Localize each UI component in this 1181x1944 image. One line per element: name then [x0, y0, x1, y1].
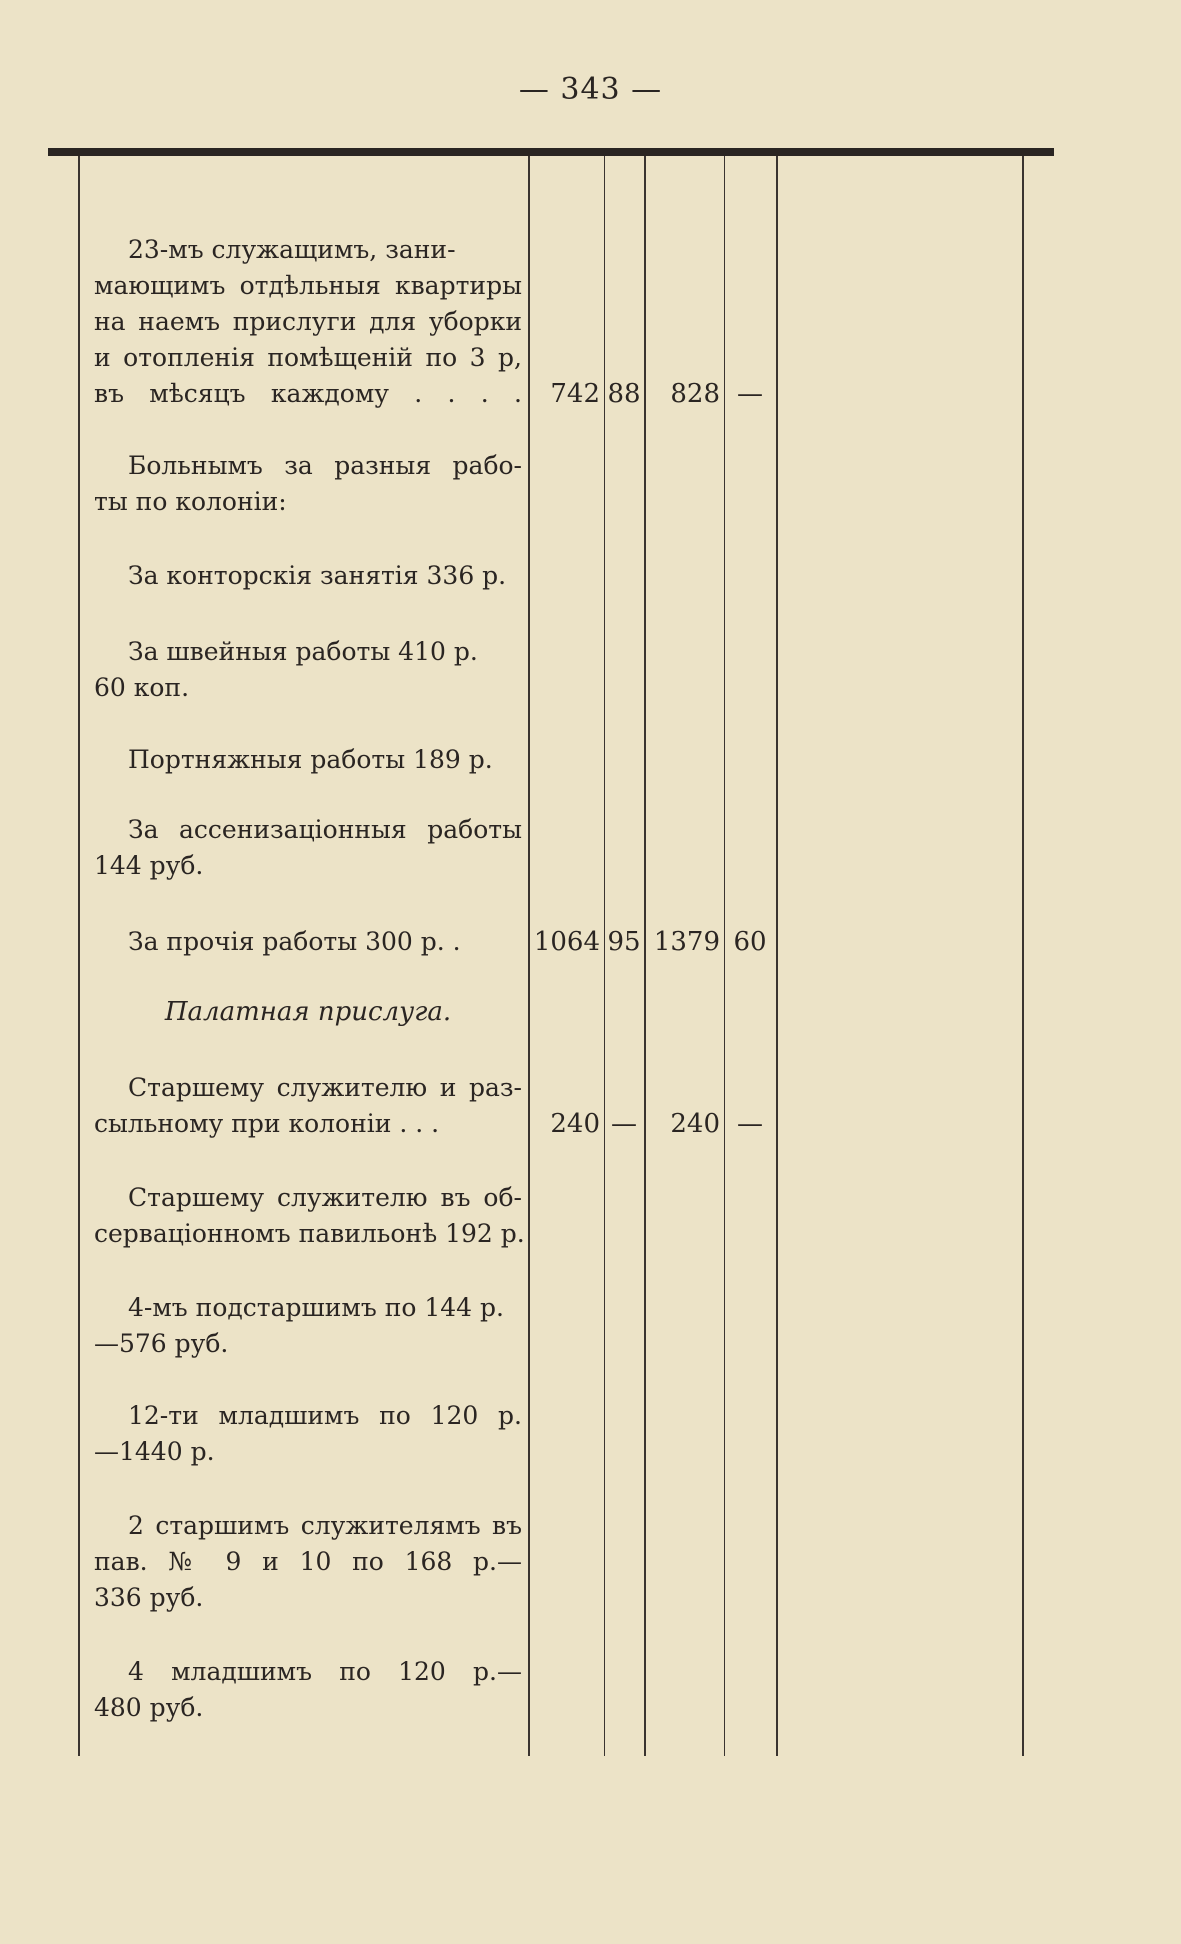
entry-line: 60 коп. [94, 673, 190, 702]
amount-kopecks-1: 88 [607, 379, 641, 409]
entry-line: 23-мъ служащимъ, зани- [128, 235, 456, 264]
entry-line: пав. № 9 и 10 по 168 р.— [94, 1547, 522, 1576]
entry-line: 4 младшимъ по 120 р.— [128, 1657, 522, 1686]
amount-rubles-1: 742 [550, 379, 600, 409]
amount-kopecks-1: 95 [607, 927, 641, 957]
entry-line: серваціонномъ павильонѣ 192 р. [94, 1219, 525, 1248]
page-number: — 343 — [518, 72, 663, 107]
amount-kopecks-2: — [737, 379, 763, 409]
top-rule [48, 148, 1054, 156]
entry-line: За конторскія занятія 336 р. [128, 561, 507, 590]
entry-line: 4-мъ подстаршимъ по 144 р. [128, 1293, 504, 1322]
entry-line: мающимъ отдѣльныя квартиры [94, 271, 522, 300]
amount-kopecks-1: — [611, 1109, 637, 1139]
entry-line: въ мѣсяцъ каждому . . . . [94, 379, 522, 408]
entry-line: За прочія работы 300 р. . [128, 927, 461, 956]
column-rule-desc-end [528, 156, 530, 1756]
entry-line: Старшему служителю и раз- [128, 1073, 522, 1102]
amount-rubles-1: 240 [550, 1109, 600, 1139]
amount-rubles-2: 240 [670, 1109, 720, 1139]
entry-line: ты по колоніи: [94, 487, 287, 516]
entry-line: 336 руб. [94, 1583, 204, 1612]
column-rule-kop2 [724, 156, 725, 1756]
column-rule-left [78, 156, 80, 1756]
entry-line: —1440 р. [94, 1437, 215, 1466]
amount-kopecks-2: 60 [733, 927, 767, 957]
entry-line: За швейныя работы 410 р. [128, 637, 478, 666]
entry-line: 144 руб. [94, 851, 204, 880]
entry-line: 480 руб. [94, 1693, 204, 1722]
entry-line: Старшему служителю въ об- [128, 1183, 522, 1212]
amount-rubles-2: 828 [670, 379, 720, 409]
column-rule-right [1022, 156, 1024, 1756]
entry-line: и отопленія помѣщеній по 3 р, [94, 343, 522, 372]
entry-line: 2 старшимъ служителямъ въ [128, 1511, 522, 1540]
amount-rubles-1: 1064 [533, 927, 600, 957]
entry-line: За ассенизаціонныя работы [128, 815, 522, 844]
amount-rubles-2: 1379 [653, 927, 720, 957]
amount-kopecks-2: — [737, 1109, 763, 1139]
section-heading: Палатная прислуга. [164, 997, 452, 1027]
entry-line: на наемъ прислуги для уборки [94, 307, 522, 336]
entry-line: сыльному при колоніи . . . [94, 1109, 440, 1138]
entry-line: Больнымъ за разныя рабо- [128, 451, 522, 480]
entry-line: 12-ти младшимъ по 120 р. [128, 1401, 522, 1430]
entry-line: —576 руб. [94, 1329, 229, 1358]
entry-line: Портняжныя работы 189 р. [128, 745, 493, 774]
column-rule-rub2 [644, 156, 646, 1756]
column-rule-amount-end [776, 156, 778, 1756]
